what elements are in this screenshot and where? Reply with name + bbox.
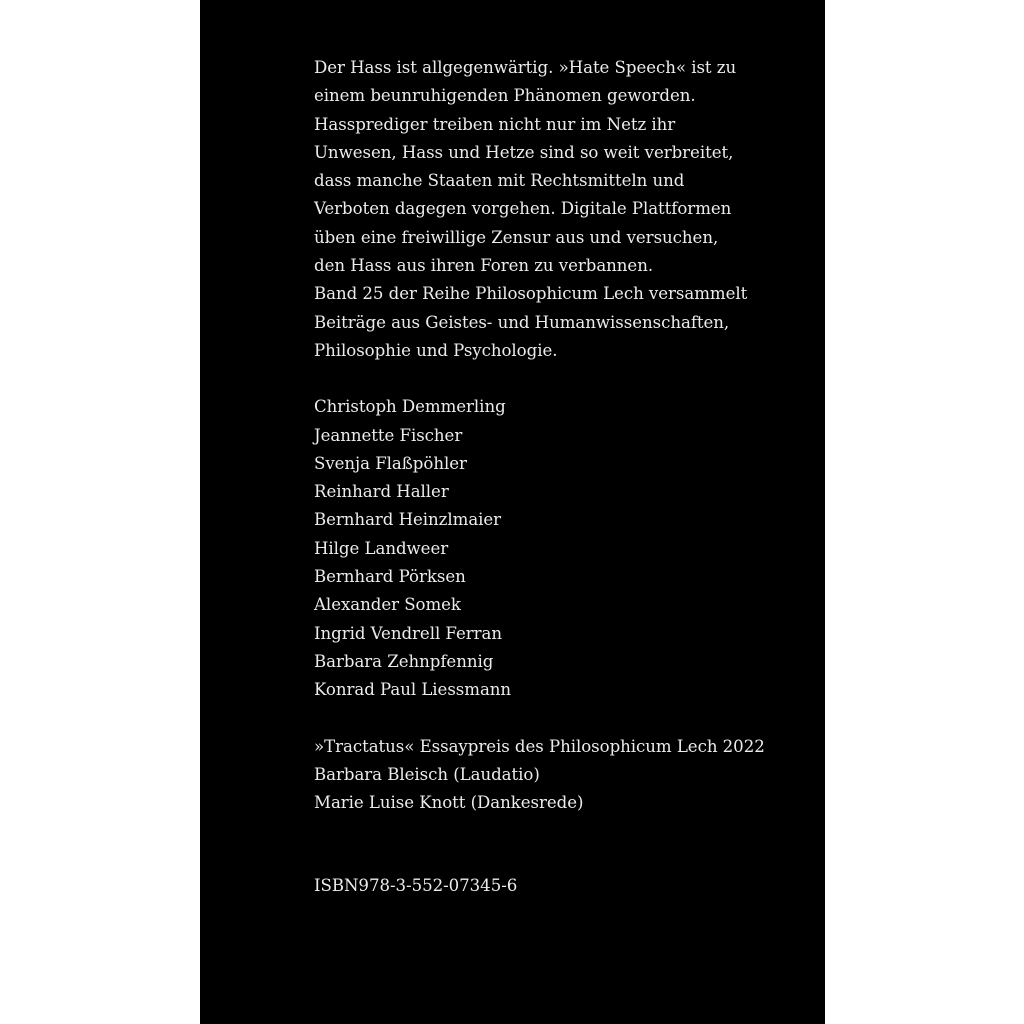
- author-name: Christoph Demmerling: [314, 397, 506, 417]
- isbn-number: ISBN978-3-552-07345-6: [314, 876, 518, 895]
- author-name: Reinhard Haller: [314, 482, 449, 502]
- blurb-line: Der Hass ist allgegenwärtig. »Hate Speech« ist zu: [314, 58, 737, 77]
- blurb-line: einem beunruhigenden Phänomen geworden.: [314, 86, 696, 106]
- author-name: Svenja Flaßpöhler: [314, 453, 467, 473]
- blurb-line: Philosophie und Psychologie.: [314, 340, 558, 360]
- blurb-line: den Hass aus ihren Foren zu verbannen.: [314, 256, 654, 276]
- cover-content: [314, 54, 794, 817]
- author-list: [314, 393, 794, 704]
- prize-section: [314, 733, 794, 818]
- prize-acceptance-speech: Marie Luise Knott (Dankesrede): [314, 793, 584, 813]
- author-name: Barbara Zehnpfennig: [314, 651, 494, 671]
- author-name: Konrad Paul Liessmann: [314, 680, 512, 700]
- blurb-line: Beiträge aus Geistes- und Humanwissenschaften,: [314, 312, 730, 332]
- prize-laudatio: Barbara Bleisch (Laudatio): [314, 764, 540, 784]
- author-name: Bernhard Pörksen: [314, 567, 466, 587]
- blurb-paragraph: [314, 54, 794, 365]
- prize-title: »Tractatus« Essaypreis des Philosophicum Lech 2022: [314, 736, 765, 756]
- author-name: Ingrid Vendrell Ferran: [314, 623, 503, 643]
- author-name: Jeannette Fischer: [314, 425, 463, 445]
- blurb-line: Band 25 der Reihe Philosophicum Lech versammelt: [314, 284, 748, 304]
- blurb-line: Unwesen, Hass und Hetze sind so weit verbreitet,: [314, 142, 734, 162]
- author-name: Alexander Somek: [314, 595, 461, 615]
- blurb-line: Hassprediger treiben nicht nur im Netz ihr: [314, 114, 676, 134]
- blurb-line: üben eine freiwillige Zensur aus und versuchen,: [314, 227, 719, 247]
- author-name: Bernhard Heinzlmaier: [314, 510, 502, 530]
- blurb-line: Verboten dagegen vorgehen. Digitale Plattformen: [314, 199, 732, 219]
- book-back-cover: [200, 0, 825, 1024]
- author-name: Hilge Landweer: [314, 538, 449, 558]
- blurb-line: dass manche Staaten mit Rechtsmitteln und: [314, 171, 685, 191]
